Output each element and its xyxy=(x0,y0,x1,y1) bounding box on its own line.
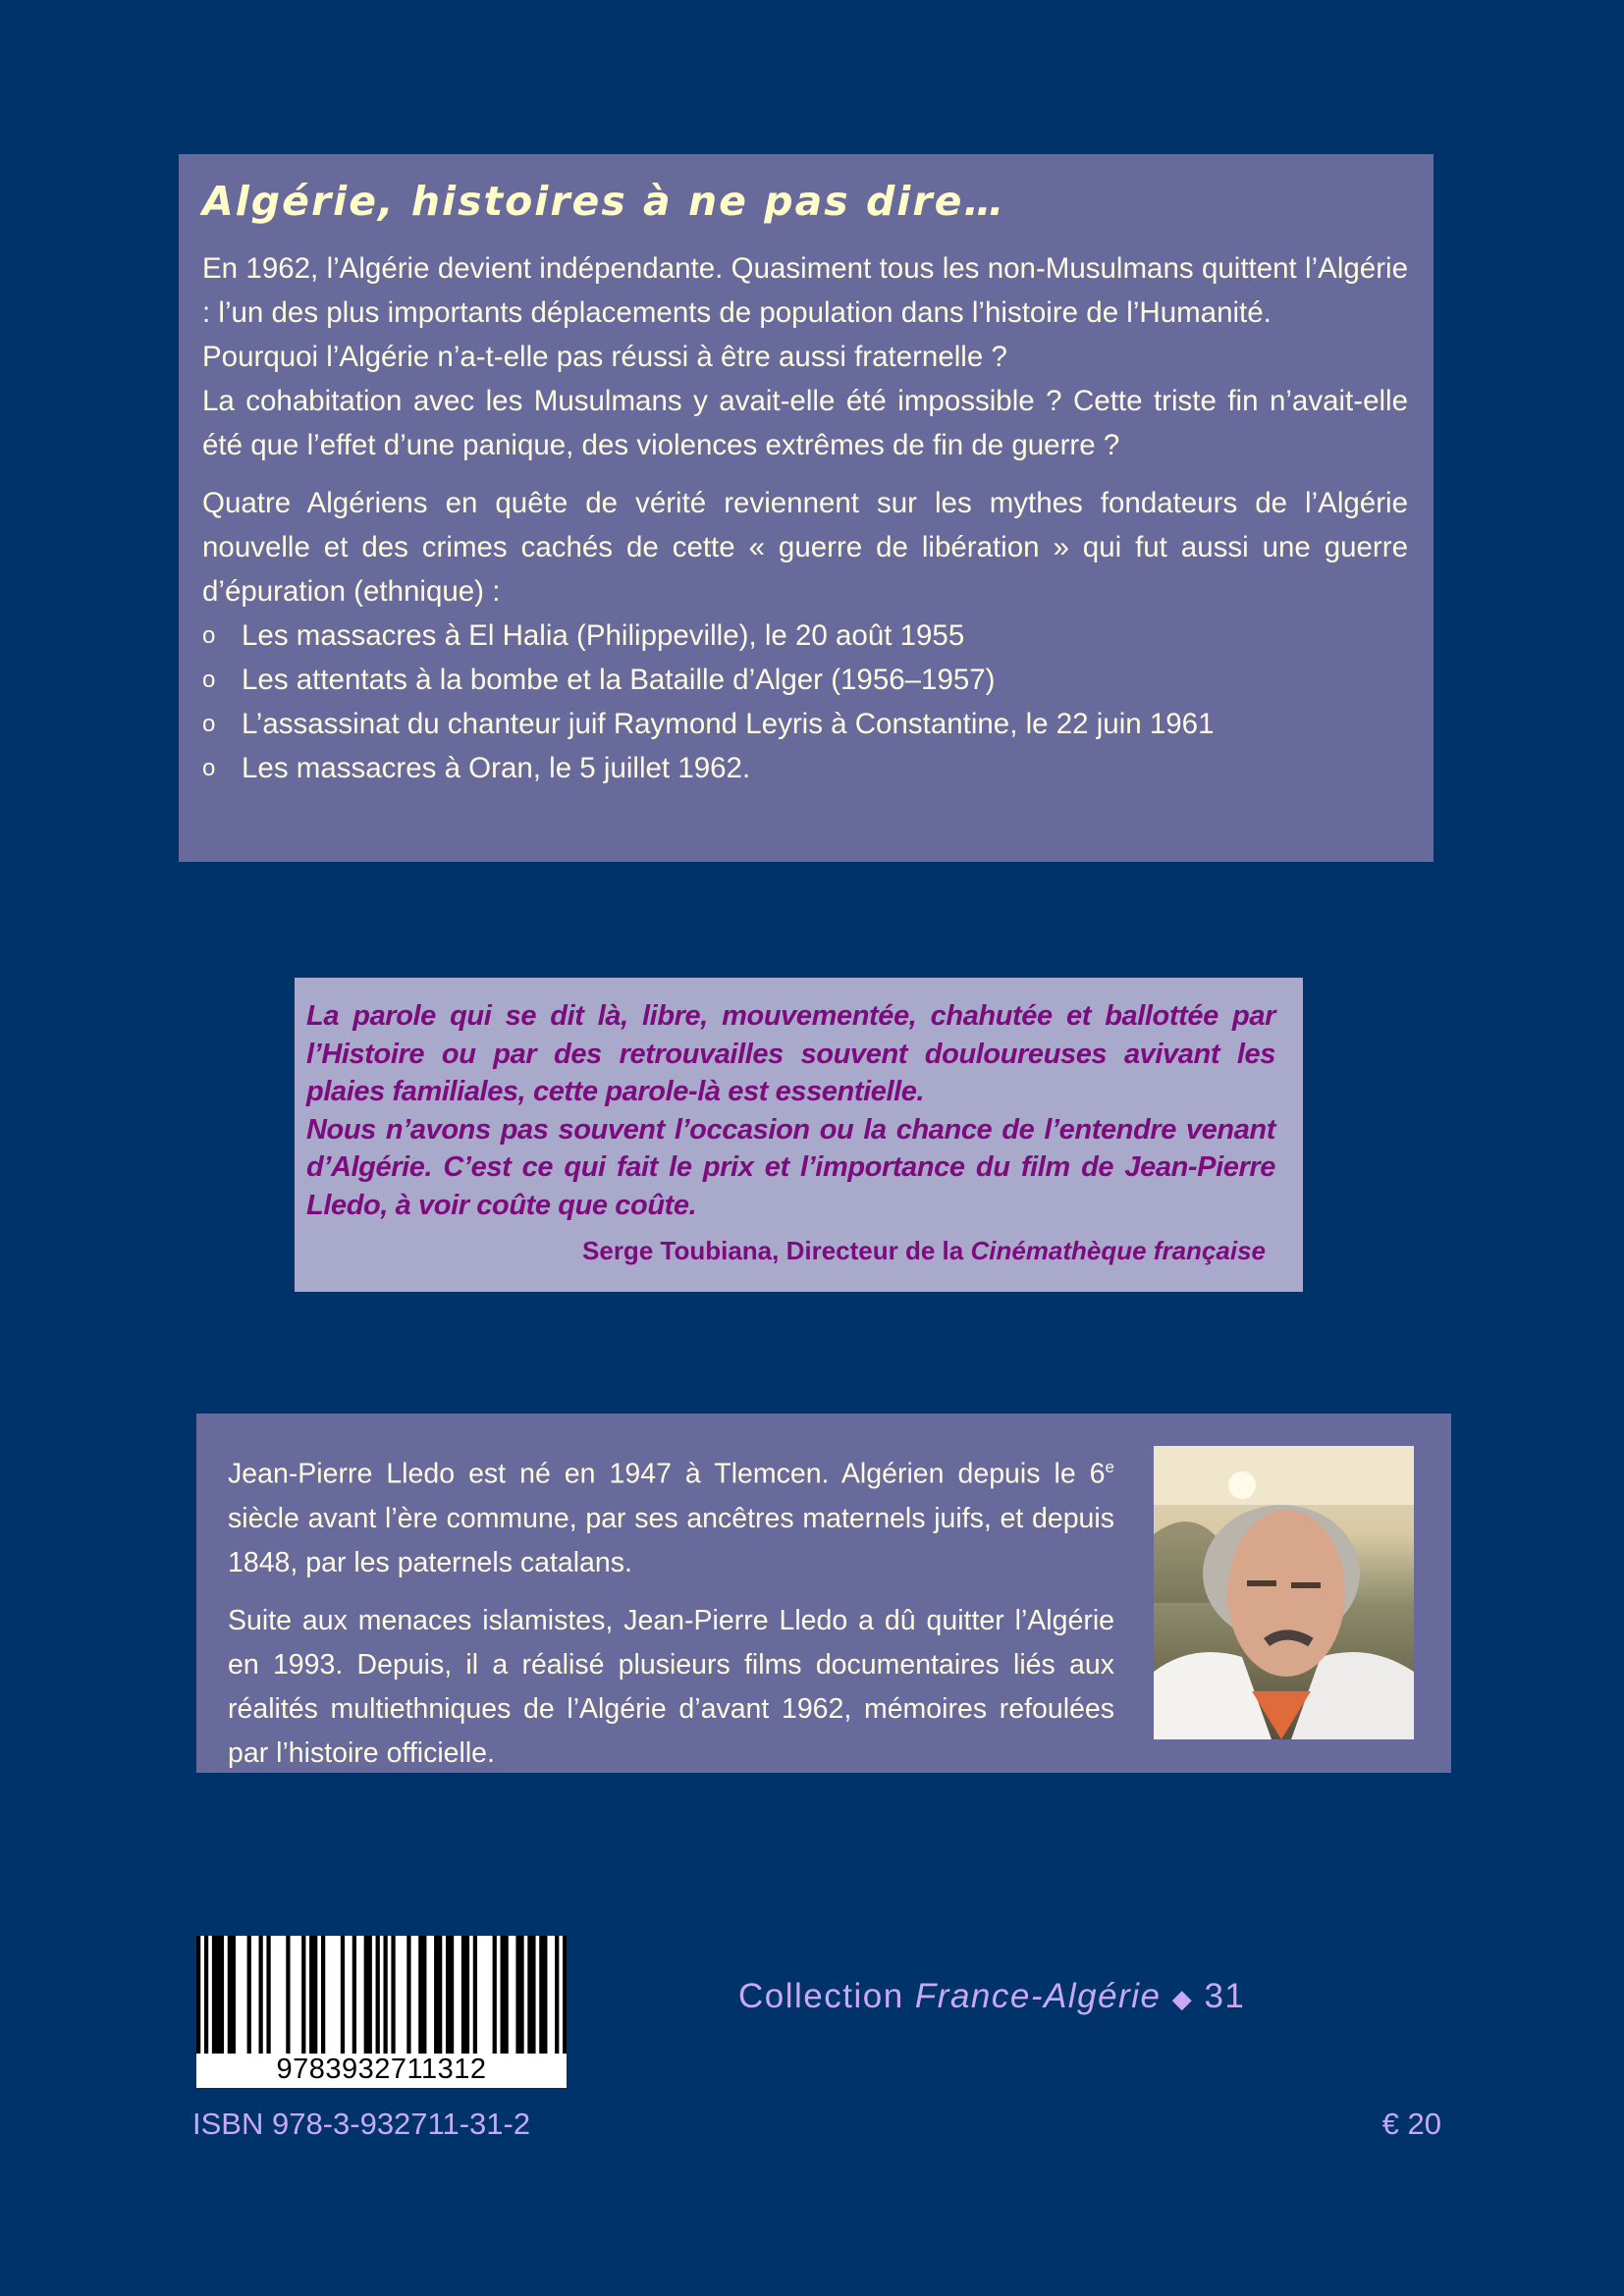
barcode-bar xyxy=(266,1936,270,2054)
barcode-bar xyxy=(301,1936,305,2054)
barcode-bar xyxy=(321,1936,325,2054)
barcode-bar xyxy=(309,1936,313,2054)
barcode-bar xyxy=(376,1936,380,2054)
barcode-bar xyxy=(465,1936,469,2054)
barcode-bar xyxy=(519,1936,523,2054)
bullet-icon: o xyxy=(202,711,216,737)
list-item: o Les massacres à Oran, le 5 juillet 1962. xyxy=(202,746,1408,790)
barcode-bar xyxy=(543,1936,547,2054)
barcode-bar xyxy=(563,1936,567,2054)
barcode-bar xyxy=(220,1936,224,2054)
barcode-bar xyxy=(204,1936,208,2054)
author-photo xyxy=(1154,1446,1414,1739)
barcode-bar xyxy=(341,1936,345,2054)
barcode-bar xyxy=(450,1936,454,2054)
book-title: Algérie, histoires à ne pas dire… xyxy=(202,178,1006,225)
bullet-icon: o xyxy=(202,755,216,781)
barcode-bar xyxy=(438,1936,442,2054)
bio-paragraph: Suite aux menaces islamistes, Jean-Pierre Lledo a dû quitter l’Algérie en 1993. Depuis, il a réalisé plusieurs films documentaires liés aux réalités multiethniques de l’Algérie d’avant 1962, mémoires refoulées par l’histoire officielle. xyxy=(228,1604,1114,1769)
barcode-bar xyxy=(352,1936,356,2054)
barcode-bar xyxy=(555,1936,559,2054)
barcode-number: 9783932711312 xyxy=(276,2054,487,2085)
barcode-bar xyxy=(434,1936,438,2054)
barcode-bar xyxy=(446,1936,450,2054)
barcode-bar xyxy=(505,1936,509,2054)
bullet-icon: o xyxy=(202,667,216,693)
barcode-bar xyxy=(196,1936,200,2054)
barcode-bar xyxy=(247,1936,251,2054)
barcode-bars xyxy=(196,1936,567,2054)
quote-text: Nous n’avons pas souvent l’occasion ou la chance de l’entendre venant d’Algérie. C’est ce qui fait le prix et l’importance du film de Jean-Pierre Lledo, à voir coûte que coûte. xyxy=(306,1113,1275,1221)
author-bio-box xyxy=(196,1414,1451,1773)
summary-paragraph: Pourquoi l’Algérie n’a-t-elle pas réussi à être aussi fraternelle ? xyxy=(202,341,1007,373)
barcode-bar xyxy=(383,1936,387,2054)
summary-paragraph: La cohabitation avec les Musulmans y avait-elle été impossible ? Cette triste fin n’avait-elle été que l’effet d’une panique, des violences extrêmes de fin de guerre ? xyxy=(202,385,1408,461)
barcode-bar xyxy=(391,1936,395,2054)
barcode-bar xyxy=(364,1936,368,2054)
topics-list xyxy=(202,614,1408,790)
barcode-bar xyxy=(501,1936,505,2054)
quote-text: La parole qui se dit là, libre, mouvementée, chahutée et ballottée par l’Histoire ou par des retrouvailles souvent douloureuses avivant les plaies familiales, cette parole-là est essentielle. xyxy=(306,1000,1275,1107)
list-item: o L’assassinat du chanteur juif Raymond Leyris à Constantine, le 22 juin 1961 xyxy=(202,702,1408,746)
barcode-bar xyxy=(539,1936,543,2054)
barcode-bar xyxy=(286,1936,290,2054)
barcode-bar xyxy=(527,1936,531,2054)
quote-box xyxy=(295,978,1303,1292)
barcode-bar xyxy=(515,1936,519,2054)
barcode-bar xyxy=(406,1936,410,2054)
bullet-icon: o xyxy=(202,622,216,649)
barcode-bar xyxy=(232,1936,236,2054)
barcode-bar xyxy=(216,1936,220,2054)
barcode-bar xyxy=(368,1936,372,2054)
barcode-bar xyxy=(418,1936,422,2054)
quote-attribution: Serge Toubiana, Directeur de la Cinémathèque française xyxy=(582,1236,1266,1265)
summary-paragraph: Quatre Algériens en quête de vérité reviennent sur les mythes fondateurs de l’Algérie nouvelle et des crimes cachés de cette « guerre de libération » qui fut aussi une guerre d’épuration (ethnique) : xyxy=(202,487,1408,608)
bio-paragraph: Jean-Pierre Lledo est né en 1947 à Tlemcen. Algérien depuis le 6e siècle avant l’ère commune, par ses ancêtres maternels juifs, et depuis 1848, par les paternels catalans. xyxy=(228,1458,1114,1578)
barcode-bar xyxy=(422,1936,426,2054)
list-item: o Les attentats à la bombe et la Bataille d’Alger (1956–1957) xyxy=(202,658,1408,702)
isbn: ISBN 978-3-932711-31-2 xyxy=(192,2107,531,2141)
barcode-bar xyxy=(212,1936,216,2054)
barcode xyxy=(196,1936,567,2088)
price: € 20 xyxy=(1381,2107,1441,2141)
barcode-bar xyxy=(531,1936,535,2054)
barcode-bar xyxy=(258,1936,262,2054)
list-item: o Les massacres à El Halia (Philippeville), le 20 août 1955 xyxy=(202,614,1408,658)
barcode-bar xyxy=(473,1936,477,2054)
barcode-bar xyxy=(228,1936,232,2054)
summary-paragraph: En 1962, l’Algérie devient indépendante. Quasiment tous les non-Musulmans quittent l’Algérie : l’un des plus importants déplacements de population dans l’histoire de l’Humanité. xyxy=(202,252,1408,329)
collection-label: Collection France-Algérie ◆ 31 xyxy=(738,1977,1246,2015)
barcode-bar xyxy=(313,1936,317,2054)
barcode-bar xyxy=(461,1936,465,2054)
summary-box xyxy=(179,154,1434,862)
diamond-icon: ◆ xyxy=(1171,1984,1194,2013)
barcode-bar xyxy=(493,1936,497,2054)
